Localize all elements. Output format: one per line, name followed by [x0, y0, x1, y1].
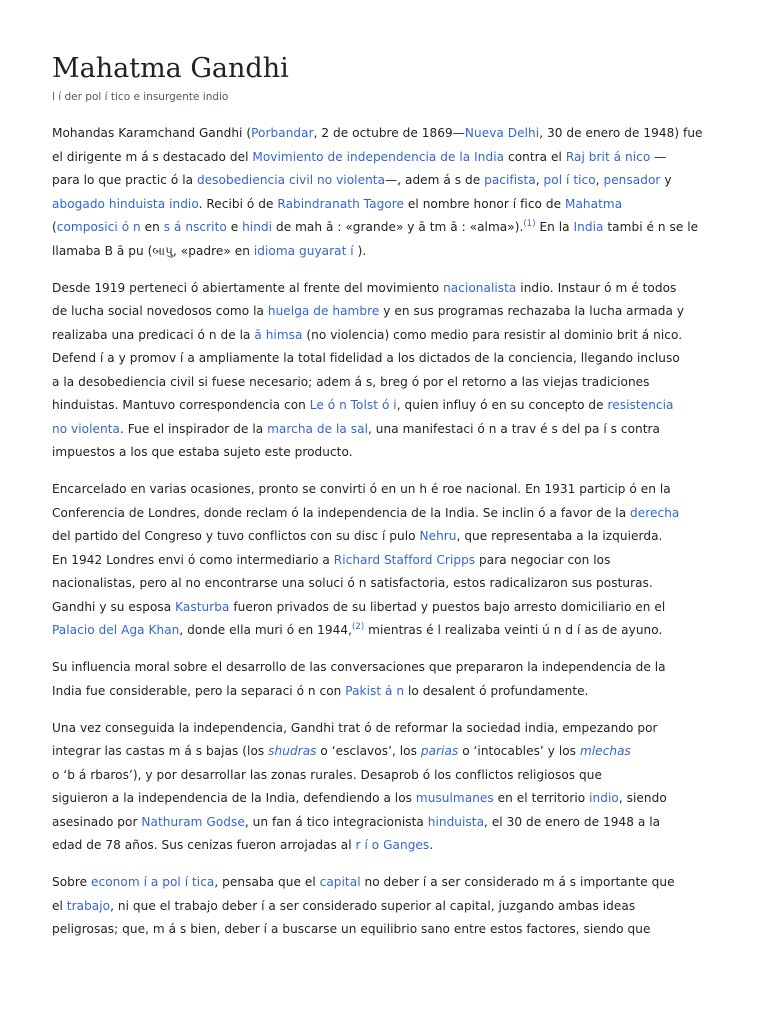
article-link[interactable]: Richard Stafford Cripps	[333, 552, 476, 567]
body-text: , siendo	[618, 791, 667, 805]
body-text: o ‘intocables’ y los	[458, 744, 580, 758]
article-link[interactable]: hindi	[242, 220, 273, 234]
article-link[interactable]: Rabindranath Tagore	[277, 196, 404, 211]
paragraph	[52, 656, 718, 703]
body-text: ).	[353, 243, 367, 258]
page-title: Mahatma Gandhi	[52, 53, 289, 84]
article-link[interactable]: Movimiento de independencia de la India	[252, 149, 505, 164]
reference-link[interactable]: (1)	[523, 218, 536, 229]
article-link[interactable]: resistencia	[607, 398, 674, 412]
body-text: , que representaba a la izquierda.	[456, 529, 663, 543]
article-link[interactable]: India	[573, 220, 604, 234]
body-text: Defend í a y promov í a ampliamente la total fidelidad a los dictados de la conciencia, llegando incluso	[52, 351, 680, 365]
paragraph	[52, 717, 718, 858]
body-text: Gandhi y su esposa	[52, 599, 176, 614]
body-text: , quien influy ó en su concepto de	[396, 398, 608, 412]
article-link[interactable]: derecha	[630, 505, 680, 520]
body-text: , 2 de octubre de 1869—	[313, 126, 465, 140]
body-text: nacionalistas, pero al no encontrarse una soluci ó n satisfactoria, estos radicalizaron sus posturas.	[52, 576, 653, 590]
paragraph	[52, 871, 718, 942]
article-link[interactable]: capital	[319, 875, 361, 889]
body-text: e	[226, 220, 243, 234]
article-link[interactable]: nacionalista	[443, 280, 517, 295]
body-text: (no violencia) como medio para resistir al dominio brit á nico.	[302, 327, 683, 342]
body-text: . Recibi ó de	[198, 196, 278, 211]
body-text: , una manifestaci ó n a trav é s del pa í s contra	[368, 421, 661, 436]
body-text: edad de 78 años. Sus cenizas fueron arrojadas al	[52, 838, 356, 852]
article-link[interactable]: shudras	[268, 744, 317, 758]
body-text: —	[650, 149, 667, 164]
article-link[interactable]: abogado hinduista indio	[52, 196, 199, 211]
article-link[interactable]: desobediencia civil no violenta	[196, 173, 386, 187]
body-text: del partido del Congreso y tuvo conflictos con su disc í pulo	[52, 529, 420, 543]
body-text: en el territorio	[493, 791, 590, 805]
body-text: Conferencia de Londres, donde reclam ó la independencia de la India. Se inclin ó a favor de la	[52, 505, 631, 520]
body-text: contra el	[504, 149, 566, 164]
article-link[interactable]: mlechas	[579, 744, 631, 758]
body-text: hinduistas. Mantuvo correspondencia con	[52, 398, 310, 412]
body-text: , pensaba que el	[214, 875, 320, 889]
article-link[interactable]: indio	[589, 791, 619, 805]
page-subtitle: l í der pol í tico e insurgente indio	[52, 91, 229, 103]
article-link[interactable]: huelga de hambre	[267, 304, 380, 318]
body-text: el	[52, 898, 67, 913]
article-link[interactable]: hinduista	[427, 814, 485, 829]
article-link[interactable]: trabajo	[66, 898, 111, 913]
body-text: o ‘esclavos’, los	[316, 744, 421, 758]
body-text: Una vez conseguida la independencia, Gandhi trat ó de reformar la sociedad india, empezando por	[52, 720, 658, 735]
article-link[interactable]: s á nscrito	[163, 220, 227, 234]
body-text: el nombre honor í fico de	[404, 196, 565, 211]
body-text: asesinado por	[52, 814, 142, 829]
body-text: indio. Instaur ó m é todos	[516, 280, 677, 295]
body-text: . Fue el inspirador de la	[120, 421, 268, 436]
article-body	[52, 122, 718, 942]
body-text: , ni que el trabajo deber í a ser considerado superior al capital, juzgando ambas ideas	[110, 898, 636, 913]
article-link[interactable]: r í o Ganges	[355, 838, 430, 852]
body-text: mientras é l realizaba veinti ú n d í as de ayuno.	[364, 623, 663, 637]
body-text: tambi é n se le	[603, 220, 699, 234]
body-text: integrar las castas m á s bajas (los	[52, 744, 269, 758]
article-link[interactable]: parias	[420, 744, 459, 758]
body-text: y	[660, 173, 672, 187]
body-text: ,	[535, 173, 544, 187]
article-link[interactable]: no violenta	[52, 421, 120, 436]
reference-link[interactable]: (2)	[352, 621, 365, 632]
article-link[interactable]: Nehru	[419, 529, 457, 543]
body-text: En 1942 Londres envi ó como intermediario a	[52, 552, 334, 567]
body-text: fueron privados de su libertad y puestos bajo arresto domiciliario en el	[229, 599, 666, 614]
article-link[interactable]: marcha de la sal	[267, 421, 369, 436]
article-link[interactable]: pol í tico	[543, 173, 596, 187]
article-link[interactable]: pacifista	[484, 173, 536, 187]
body-text: —, adem á s de	[385, 173, 485, 187]
article-link[interactable]: Nathuram Godse	[141, 814, 245, 829]
article-link[interactable]: pensador	[603, 173, 661, 187]
article-link[interactable]: Le ó n Tolst ó i	[309, 398, 397, 412]
body-text: de lucha social novedosos como la	[52, 304, 268, 318]
article-link[interactable]: econom í a pol í tica	[91, 875, 215, 889]
body-text: , el 30 de enero de 1948 a la	[484, 814, 661, 829]
body-text: .	[429, 838, 434, 852]
body-text: , donde ella muri ó en 1944,	[179, 623, 353, 637]
article-link[interactable]: ā himsa	[254, 327, 303, 342]
article-link[interactable]: Mahatma	[564, 196, 623, 211]
body-text: llamaba B ā pu (બાપુ, «padre» en	[52, 243, 254, 258]
body-text: , 30 de enero de 1948) fue	[539, 126, 703, 140]
body-text: de mah ā : «grande» y ā tm ā : «alma»).	[272, 220, 524, 234]
article-link[interactable]: Kasturba	[175, 599, 230, 614]
body-text: no deber í a ser considerado m á s importante que	[360, 875, 675, 889]
body-text: realizaba una predicaci ó n de la	[52, 327, 255, 342]
body-text: En la	[535, 220, 574, 234]
article-link[interactable]: idioma guyarat í	[253, 243, 354, 258]
body-text: (	[52, 220, 57, 234]
body-text: Mohandas Karamchand Gandhi (	[52, 126, 252, 140]
body-text: impuestos a los que estaba sujeto este producto.	[52, 445, 353, 459]
body-text: siguieron a la independencia de la India, defendiendo a los	[52, 791, 416, 805]
article-link[interactable]: musulmanes	[415, 791, 494, 805]
body-text: para lo que practic ó la	[52, 173, 197, 187]
article-link[interactable]: Nueva Delhi	[464, 126, 540, 140]
paragraph	[52, 122, 718, 263]
article-link[interactable]: composici ó n	[56, 220, 141, 234]
body-text: Su influencia moral sobre el desarrollo de las conversaciones que prepararon la independencia de la	[52, 660, 666, 674]
article-link[interactable]: Pakist á n	[345, 683, 405, 698]
article-link[interactable]: Porbandar	[251, 126, 314, 140]
article-link[interactable]: Palacio del Aga Khan	[52, 623, 180, 637]
article-link[interactable]: Raj brit á nico	[565, 149, 651, 164]
body-text: Sobre	[52, 875, 92, 889]
body-text: en	[140, 220, 164, 234]
body-text: a la desobediencia civil si fuese necesario; adem á s, breg ó por el retorno a las viejas tradiciones	[52, 374, 650, 389]
body-text: , un fan á tico integracionista	[244, 814, 428, 829]
body-text: el dirigente m á s destacado del	[52, 149, 253, 164]
body-text: para negociar con los	[475, 552, 611, 567]
body-text: peligrosas; que, m á s bien, deber í a buscarse un equilibrio sano entre estos factores, siendo que	[52, 922, 651, 936]
body-text: y en sus programas rechazaba la lucha armada y	[379, 304, 685, 318]
body-text: India fue considerable, pero la separaci ó n con	[52, 683, 346, 698]
paragraph	[52, 478, 718, 643]
body-text: o ‘b á rbaros’), y por desarrollar las zonas rurales. Desaprob ó los conflictos religiosos que	[52, 767, 602, 782]
body-text: Encarcelado en varias ocasiones, pronto se convirti ó en un h é roe nacional. En 1931 particip ó en la	[52, 482, 671, 496]
body-text: ,	[595, 173, 604, 187]
body-text: lo desalent ó profundamente.	[404, 683, 589, 698]
body-text: Desde 1919 perteneci ó abiertamente al frente del movimiento	[52, 280, 444, 295]
paragraph	[52, 277, 718, 465]
